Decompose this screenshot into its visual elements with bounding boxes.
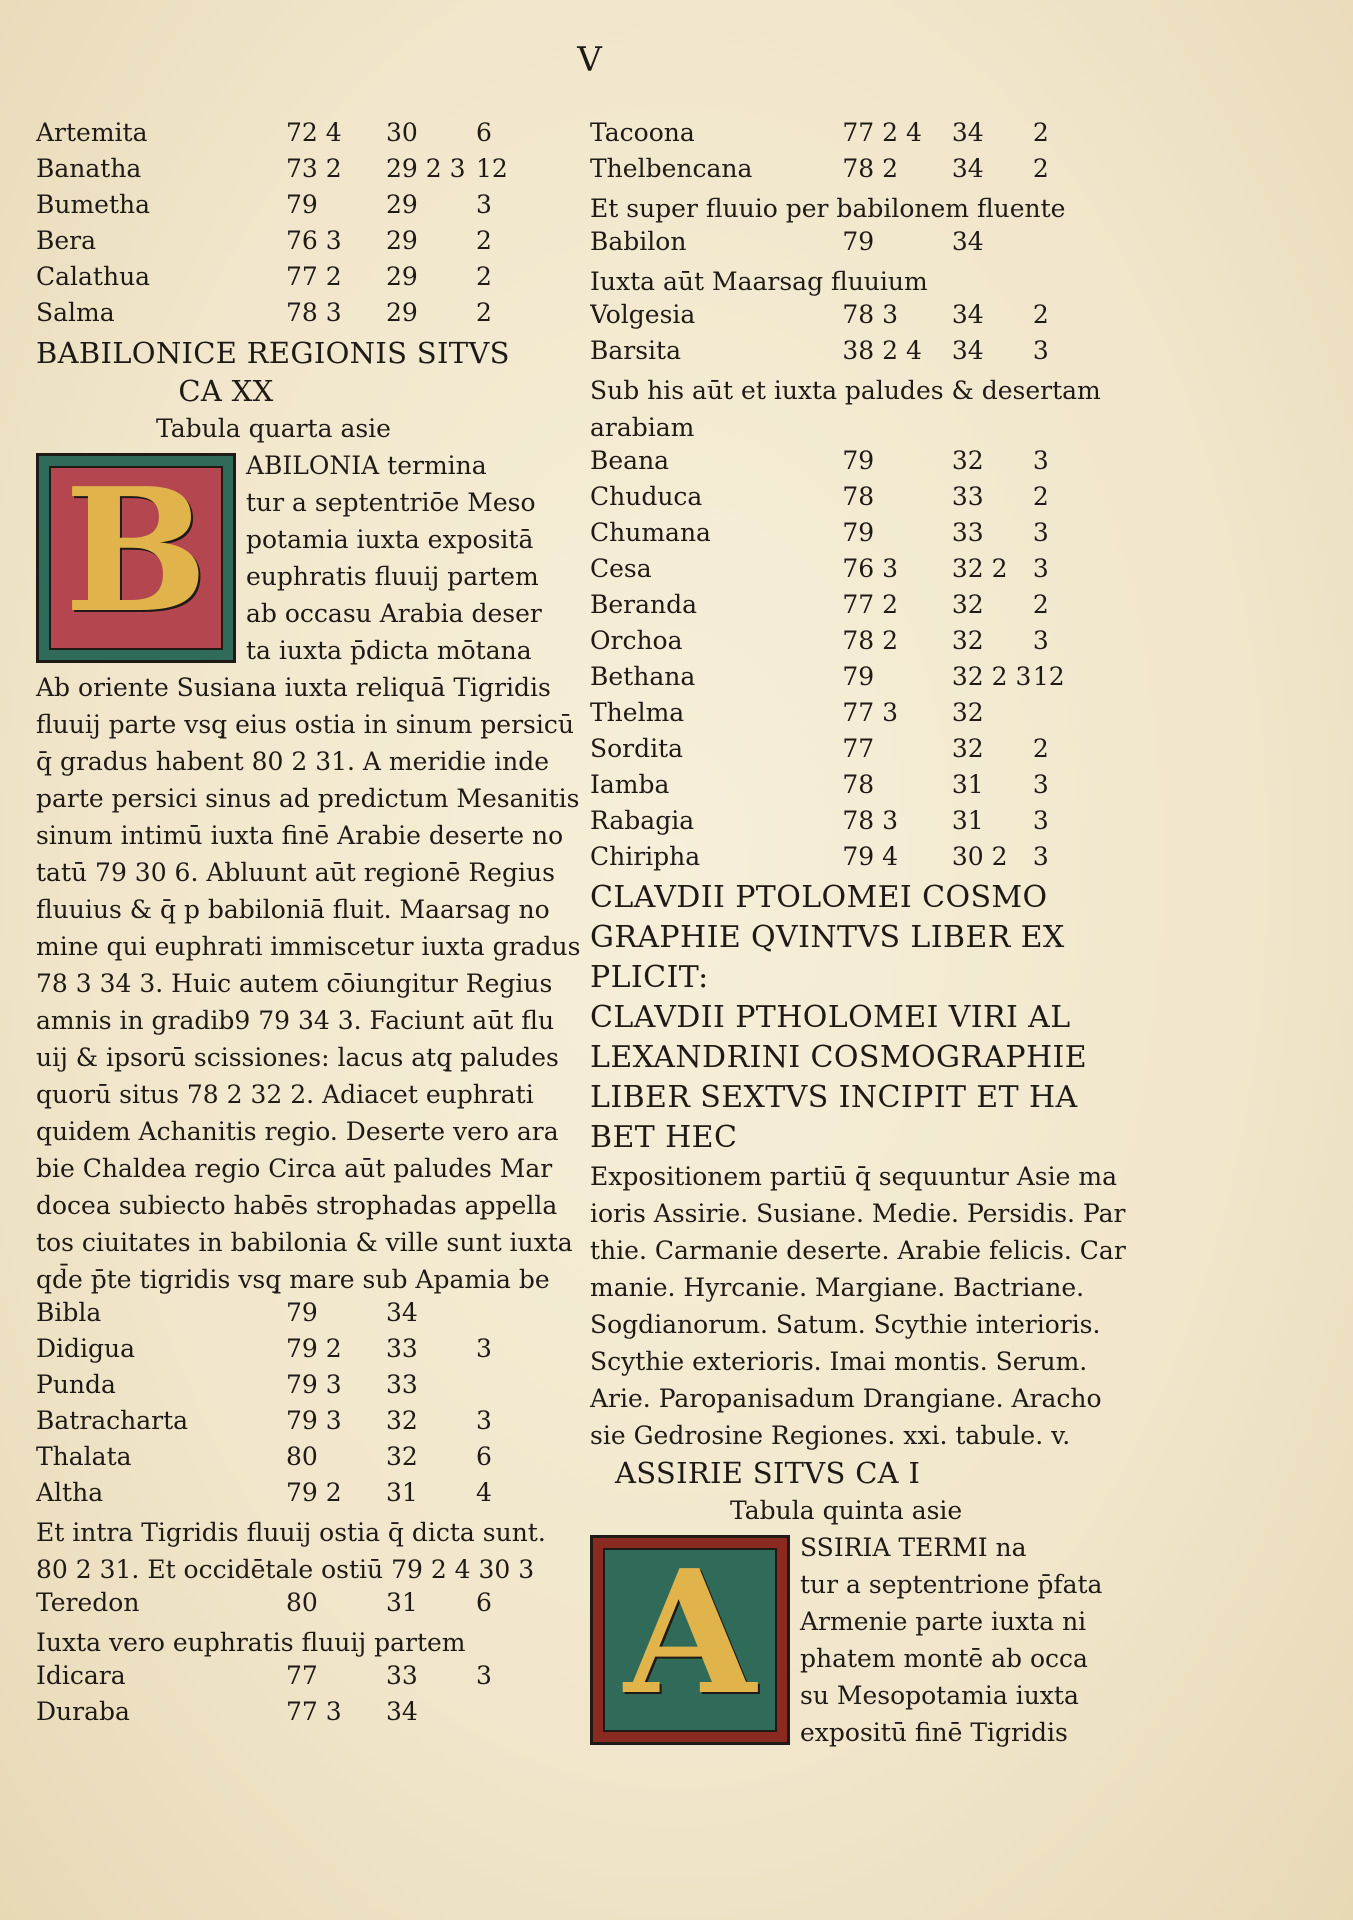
text-line: sie Gedrosine Regiones. xxi. tabule. v. (590, 1421, 1071, 1450)
place-name: Thelbencana (590, 154, 753, 183)
place-name: Cesa (590, 554, 652, 583)
text-line: phatem montē ab occa (800, 1644, 1088, 1673)
fraction-value: 4 (476, 1478, 492, 1507)
table-row (36, 1588, 548, 1624)
longitude-value: 78 2 (842, 154, 899, 183)
table-row (36, 1334, 548, 1370)
table-row (590, 227, 1090, 263)
table-row (36, 226, 548, 262)
table-row (590, 336, 1090, 372)
longitude-value: 77 2 4 (842, 118, 922, 147)
fraction-value: 2 (476, 298, 492, 327)
place-name: Calathua (36, 262, 151, 291)
longitude-value: 79 (842, 227, 875, 256)
text-line: bie Chaldea regio Circa aūt paludes Mar (36, 1154, 553, 1183)
text-line: LIBER SEXTVS INCIPIT ET HA (590, 1080, 1078, 1115)
fraction-value: 12 (476, 154, 508, 183)
place-name: Duraba (36, 1697, 130, 1726)
table-row (36, 1370, 548, 1406)
table-row (36, 1442, 548, 1478)
text-line: su Mesopotamia iuxta (800, 1681, 1079, 1710)
explicit-heading (590, 878, 1090, 998)
table-row (36, 154, 548, 190)
fraction-value: 3 (1032, 842, 1049, 871)
fraction-value: 2 (1032, 154, 1049, 183)
longitude-value: 80 (286, 1588, 318, 1617)
text-line: mine qui euphrati immiscetur iuxta gradus (36, 932, 581, 961)
place-name: Punda (36, 1370, 116, 1399)
text-line: Armenie parte iuxta ni (800, 1607, 1087, 1636)
table-row (36, 1298, 548, 1334)
longitude-value: 76 3 (842, 554, 899, 583)
latitude-value: 31 (951, 806, 984, 835)
table-row (36, 262, 548, 298)
text-line: BET HEC (590, 1120, 738, 1155)
longitude-value: 79 3 (286, 1406, 342, 1435)
text-line: tos ciuitates in babilonia & ville sunt iuxta (36, 1228, 573, 1257)
text-line: Et intra Tigridis fluuij ostia q̄ dicta sunt. (36, 1518, 546, 1547)
text-line: quidem Achanitis regio. Deserte vero ara (36, 1117, 559, 1146)
latitude-value: 30 2 (951, 842, 1008, 871)
text-line: SSIRIA TERMI na (800, 1533, 1027, 1562)
latitude-value: 34 (951, 154, 984, 183)
table-row (590, 118, 1090, 154)
fraction-value: 2 (476, 226, 492, 255)
table-row (36, 1478, 548, 1514)
latitude-value: 32 (386, 1442, 418, 1471)
place-name: Thelma (590, 698, 685, 727)
longitude-value: 79 3 (286, 1370, 342, 1399)
table-row (36, 118, 548, 154)
table-row (590, 446, 1090, 482)
latitude-value: 32 2 3 (951, 662, 1032, 691)
decorated-initial (590, 1535, 790, 1745)
latitude-value: 34 (386, 1697, 418, 1726)
latitude-value: 33 (386, 1334, 418, 1363)
latitude-value: 29 (386, 226, 418, 255)
subheading-line: Et super fluuio per babilonem fluente (590, 194, 1066, 223)
coordinate-table (590, 446, 1090, 878)
fraction-value: 2 (1032, 300, 1049, 329)
chapter-number: CA XX (178, 374, 274, 408)
initial-text (246, 447, 542, 669)
initial-letter: B (64, 451, 208, 651)
table-row (590, 154, 1090, 190)
text-line: docea subiecto habēs strophadas appella (36, 1191, 558, 1220)
latitude-value: 31 (386, 1588, 418, 1617)
tabula-caption: Tabula quarta asie (156, 414, 391, 443)
text-line: ta iuxta p̄dicta mōtana (246, 636, 532, 665)
fraction-value: 3 (1032, 518, 1049, 547)
table-row (590, 842, 1090, 878)
latitude-value: 32 (951, 734, 984, 763)
longitude-value: 78 3 (842, 300, 899, 329)
table-row (590, 554, 1090, 590)
longitude-value: 77 3 (842, 698, 899, 727)
fraction-value: 12 (1032, 662, 1065, 691)
longitude-value: 79 2 (286, 1478, 342, 1507)
text-line: quorū situs 78 2 32 2. Adiacet euphrati (36, 1080, 534, 1109)
latitude-value: 34 (951, 227, 984, 256)
fraction-value: 2 (476, 262, 492, 291)
fraction-value: 2 (1032, 734, 1049, 763)
place-name: Beranda (590, 590, 698, 619)
table-row (36, 298, 548, 334)
place-name: Chiripha (590, 842, 701, 871)
body-paragraph (590, 1158, 1126, 1454)
text-line: sinum intimū iuxta finē Arabie deserte no (36, 821, 564, 850)
coordinate-table (36, 1661, 548, 1733)
place-name: Sordita (590, 734, 684, 763)
fraction-value: 3 (476, 1406, 492, 1435)
text-line: CLAVDII PTOLOMEI COSMO (590, 880, 1048, 915)
longitude-value: 73 2 (286, 154, 342, 183)
fraction-value: 6 (476, 1588, 492, 1617)
place-name: Banatha (36, 154, 142, 183)
latitude-value: 32 (951, 698, 984, 727)
text-line: amnis in gradib9 79 34 3. Faciunt aūt flu (36, 1006, 555, 1035)
longitude-value: 79 (286, 190, 318, 219)
fraction-value: 6 (476, 118, 492, 147)
text-line: potamia iuxta expositā (246, 525, 534, 554)
place-name: Barsita (590, 336, 682, 365)
fraction-value: 2 (1032, 590, 1049, 619)
table-row (590, 806, 1090, 842)
fraction-value: 2 (1032, 118, 1049, 147)
text-line: thie. Carmanie deserte. Arabie felicis. Car (590, 1236, 1126, 1265)
longitude-value: 79 2 (286, 1334, 342, 1363)
fraction-value: 3 (1032, 806, 1049, 835)
text-line: fluuius & q̄ p babiloniā fluit. Maarsag no (36, 895, 550, 924)
text-line: manie. Hyrcanie. Margiane. Bactriane. (590, 1273, 1085, 1302)
longitude-value: 78 2 (842, 626, 899, 655)
text-line: ab occasu Arabia deser (246, 599, 542, 628)
latitude-value: 33 (951, 482, 984, 511)
tabula-caption: Tabula quinta asie (730, 1496, 963, 1525)
fraction-value: 3 (476, 190, 492, 219)
initial-paragraph (36, 447, 548, 669)
longitude-value: 77 2 (286, 262, 342, 291)
place-name: Tacoona (590, 118, 695, 147)
text-line: Sogdianorum. Satum. Scythie interioris. (590, 1310, 1101, 1339)
longitude-value: 79 4 (842, 842, 899, 871)
longitude-value: 80 (286, 1442, 318, 1471)
fraction-value: 2 (1032, 482, 1049, 511)
folio-mark: V (577, 40, 603, 80)
place-name: Beana (590, 446, 670, 475)
longitude-value: 77 (286, 1661, 318, 1690)
longitude-value: 79 (842, 518, 875, 547)
latitude-value: 32 (951, 446, 984, 475)
text-line: Sub his aūt et iuxta paludes & desertam (590, 376, 1101, 405)
text-line: GRAPHIE QVINTVS LIBER EX (590, 920, 1065, 955)
place-name: Artemita (36, 118, 148, 147)
coordinate-table (36, 1298, 548, 1514)
text-line: q̄ gradus habent 80 2 31. A meridie inde (36, 747, 549, 776)
latitude-value: 31 (386, 1478, 418, 1507)
text-line: CLAVDII PTHOLOMEI VIRI AL (590, 1000, 1071, 1035)
place-name: Bethana (590, 662, 696, 691)
coordinate-table (36, 1588, 548, 1624)
coordinate-table (590, 118, 1090, 190)
longitude-value: 77 2 (842, 590, 899, 619)
text-line: Expositionem partiū q̄ sequuntur Asie ma (590, 1162, 1117, 1191)
text-line: Scythie exterioris. Imai montis. Serum. (590, 1347, 1088, 1376)
initial-text (800, 1529, 1102, 1751)
text-line: tatū 79 30 6. Abluunt aūt regionē Regius (36, 858, 555, 887)
longitude-value: 78 (842, 482, 875, 511)
latitude-value: 30 (386, 118, 418, 147)
table-row (590, 626, 1090, 662)
place-name: Idicara (36, 1661, 126, 1690)
section-heading: BABILONICE REGIONIS SITVS (36, 336, 510, 370)
table-row (590, 770, 1090, 806)
longitude-value: 76 3 (286, 226, 342, 255)
place-name: Salma (36, 298, 115, 327)
text-line: Ab oriente Susiana iuxta reliquā Tigridis (36, 673, 551, 702)
table-row (36, 1406, 548, 1442)
initial-paragraph (590, 1529, 1103, 1751)
section-heading: ASSIRIE SITVS CA I (615, 1456, 921, 1490)
fraction-value: 3 (1032, 770, 1049, 799)
latitude-value: 33 (951, 518, 984, 547)
fraction-value: 3 (476, 1334, 492, 1363)
table-row (36, 1697, 548, 1733)
longitude-value: 78 3 (286, 298, 342, 327)
latitude-value: 32 (951, 626, 984, 655)
text-line: arabiam (590, 413, 695, 442)
longitude-value: 38 2 4 (842, 336, 922, 365)
place-name: Teredon (36, 1588, 140, 1617)
body-paragraph (36, 669, 581, 1298)
fraction-value: 3 (1032, 554, 1049, 583)
text-line: tur a septentriōe Meso (246, 488, 536, 517)
latitude-value: 29 2 3 (386, 154, 466, 183)
longitude-value: 78 3 (842, 806, 899, 835)
longitude-value: 77 3 (286, 1697, 342, 1726)
text-line: fluuij parte vsq̧ eius ostia in sinum persicū (36, 710, 574, 739)
latitude-value: 33 (386, 1370, 418, 1399)
right-column (590, 118, 1126, 1751)
place-name: Altha (36, 1478, 104, 1507)
place-name: Volgesia (590, 300, 696, 329)
place-name: Iamba (590, 770, 670, 799)
latitude-value: 33 (386, 1661, 418, 1690)
coordinate-table (590, 300, 1090, 372)
longitude-value: 78 (842, 770, 875, 799)
latitude-value: 29 (386, 262, 418, 291)
table-row (36, 1661, 548, 1697)
text-line: tur a septentrione p̄fata (800, 1570, 1103, 1599)
text-line: 78 3 34 3. Huic autem cōiungitur Regius (36, 969, 553, 998)
text-line: euphratis fluuij partem (246, 562, 539, 591)
fraction-value: 3 (1032, 626, 1049, 655)
body-lines (36, 1624, 548, 1661)
table-row (590, 734, 1090, 770)
latitude-value: 34 (386, 1298, 418, 1327)
latitude-value: 32 2 (951, 554, 1008, 583)
latitude-value: 32 (386, 1406, 418, 1435)
latitude-value: 29 (386, 190, 418, 219)
subheading-line: Iuxta aūt Maarsag fluuium (590, 267, 928, 296)
left-column (36, 118, 581, 1733)
text-line: uij & ipsorū scissiones: lacus atq̧ paludes (36, 1043, 559, 1072)
longitude-value: 79 (286, 1298, 318, 1327)
text-line: ABILONIA termina (246, 451, 487, 480)
text-line: expositū finē Tigridis (800, 1718, 1068, 1747)
text-line: 80 2 31. Et occidētale ostiū 79 2 4 30 3 (36, 1555, 535, 1584)
text-line: Iuxta vero euphratis fluuij partem (36, 1628, 466, 1657)
table-row (36, 190, 548, 226)
place-name: Bera (36, 226, 97, 255)
place-name: Batracharta (36, 1406, 189, 1435)
table-row (590, 590, 1090, 626)
place-name: Thalata (36, 1442, 132, 1471)
fraction-value: 3 (1032, 446, 1049, 475)
place-name: Bumetha (36, 190, 151, 219)
text-line: PLICIT: (590, 960, 709, 995)
place-name: Orchoa (590, 626, 683, 655)
latitude-value: 34 (951, 118, 984, 147)
place-name: Babilon (590, 227, 687, 256)
longitude-value: 79 (842, 662, 875, 691)
table-row (590, 698, 1090, 734)
place-name: Chuduca (590, 482, 703, 511)
coordinate-table (590, 227, 1090, 263)
latitude-value: 31 (951, 770, 984, 799)
place-name: Bibla (36, 1298, 102, 1327)
latitude-value: 32 (951, 590, 984, 619)
place-name: Rabagia (590, 806, 695, 835)
table-row (590, 300, 1090, 336)
latitude-value: 34 (951, 300, 984, 329)
longitude-value: 77 (842, 734, 875, 763)
place-name: Chumana (590, 518, 711, 547)
body-lines (36, 1514, 548, 1588)
longitude-value: 79 (842, 446, 875, 475)
subheading-lines (590, 372, 1101, 446)
table-row (590, 518, 1090, 554)
coordinate-table (36, 118, 548, 334)
text-line: qd̄e p̄te tigridis vsq̧ mare sub Apamia be (36, 1265, 550, 1294)
decorated-initial (36, 453, 236, 663)
text-line: Arie. Paropanisadum Drangiane. Aracho (590, 1384, 1102, 1413)
latitude-value: 34 (951, 336, 984, 365)
longitude-value: 72 4 (286, 118, 342, 147)
latitude-value: 29 (386, 298, 418, 327)
initial-letter: A (624, 1533, 756, 1733)
table-row (590, 662, 1090, 698)
table-row (590, 482, 1090, 518)
text-line: parte persici sinus ad predictum Mesanitis (36, 784, 580, 813)
fraction-value: 6 (476, 1442, 492, 1471)
place-name: Didigua (36, 1334, 136, 1363)
text-line: ioris Assirie. Susiane. Medie. Persidis. Par (590, 1199, 1126, 1228)
text-line: LEXANDRINI COSMOGRAPHIE (590, 1040, 1088, 1075)
fraction-value: 3 (476, 1661, 492, 1690)
incipit-heading (590, 998, 1090, 1158)
fraction-value: 3 (1032, 336, 1049, 365)
